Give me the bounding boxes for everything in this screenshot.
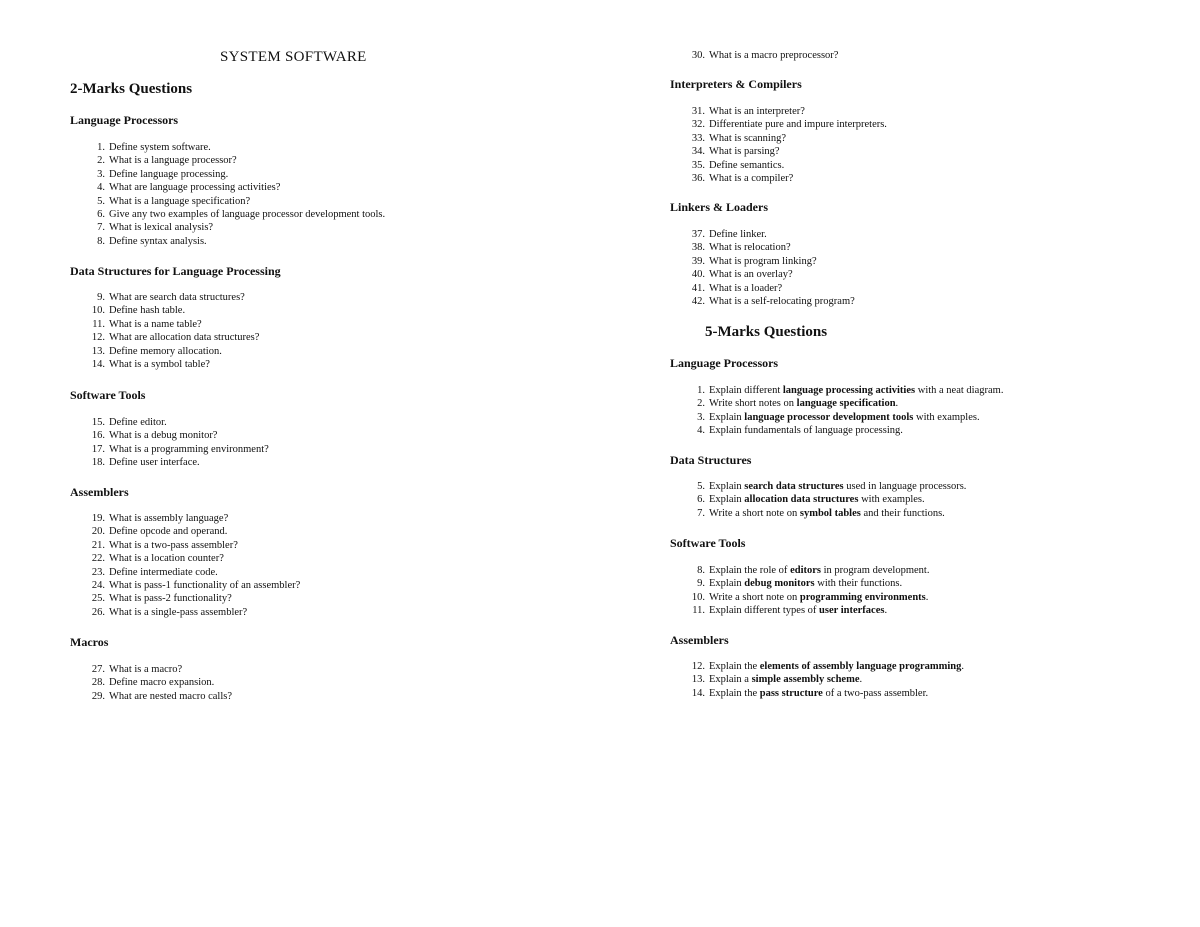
list-item — [670, 507, 966, 520]
list-item — [670, 132, 887, 145]
item-number: 20. — [91, 526, 105, 538]
item-number: 8. — [97, 235, 105, 247]
item-number: 23. — [91, 566, 105, 578]
item-number: 14. — [691, 687, 705, 699]
item-number: 7. — [97, 222, 105, 234]
item-number: 11. — [692, 605, 705, 617]
list-item — [670, 660, 964, 673]
section-heading-language-processors: Language Processors — [70, 113, 179, 127]
item-number: 10. — [691, 591, 705, 603]
document-title: SYSTEM SOFTWARE — [220, 49, 367, 65]
list-item — [70, 168, 385, 181]
list-item — [70, 345, 259, 358]
item-text: What is a single-pass assembler? — [109, 606, 248, 618]
list-item — [670, 424, 1003, 437]
list-item — [70, 154, 385, 167]
list-item — [670, 268, 855, 281]
list-item — [70, 331, 259, 344]
list-item — [670, 687, 964, 700]
item-text: Explain allocation data structures with examples. — [709, 494, 925, 506]
five-marks-heading: 5-Marks Questions — [705, 324, 828, 340]
list-item — [670, 411, 1003, 424]
section-heading-interpreters-compilers: Interpreters & Compilers — [670, 77, 802, 91]
list-item — [670, 384, 1003, 397]
list-item — [70, 676, 232, 689]
list-item — [670, 49, 838, 62]
list-item — [670, 577, 929, 590]
list-item — [70, 552, 300, 565]
item-text: Define hash table. — [109, 305, 186, 317]
item-number: 39. — [691, 255, 705, 267]
item-text: What is a language processor? — [109, 155, 237, 167]
section-heading-linkers-loaders: Linkers & Loaders — [670, 200, 769, 214]
section-heading-macros: Macros — [70, 635, 109, 649]
item-number: 11. — [92, 318, 105, 330]
list-item — [70, 318, 259, 331]
question-list-data-structures-lp — [70, 291, 259, 371]
section-heading-data-structures-lp: Data Structures for Language Processing — [70, 264, 281, 278]
question-list-linkers-loaders — [670, 228, 855, 308]
item-number: 13. — [691, 674, 705, 686]
item-number: 2. — [697, 398, 705, 410]
item-text: What is an overlay? — [709, 269, 793, 281]
list-item — [70, 443, 269, 456]
question-list-software-tools — [70, 416, 269, 470]
item-text: What is parsing? — [709, 146, 780, 158]
item-number: 40. — [691, 269, 705, 281]
item-text: What is lexical analysis? — [109, 222, 214, 234]
list-item — [670, 241, 855, 254]
item-number: 18. — [91, 457, 105, 469]
list-item — [70, 456, 269, 469]
item-number: 30. — [691, 50, 705, 61]
item-text: What is pass-2 functionality? — [109, 593, 232, 605]
list-item — [70, 690, 232, 703]
item-text: What are search data structures? — [109, 292, 245, 303]
list-item — [670, 295, 855, 308]
item-number: 35. — [691, 159, 705, 171]
item-text: What is a location counter? — [109, 553, 224, 565]
item-text: Differentiate pure and impure interpreters. — [709, 119, 887, 131]
list-item — [670, 282, 855, 295]
item-text: What is a macro preprocessor? — [709, 50, 839, 61]
list-item — [70, 208, 385, 221]
item-number: 9. — [97, 292, 105, 303]
item-number: 27. — [91, 664, 105, 675]
list-item — [70, 304, 259, 317]
list-item — [670, 172, 887, 185]
question-list-macros — [70, 663, 232, 703]
item-number: 5. — [697, 481, 705, 492]
item-number: 14. — [91, 359, 105, 371]
question-list-5m-assemblers — [670, 660, 964, 700]
two-marks-heading: 2-Marks Questions — [70, 81, 193, 97]
list-item — [670, 255, 855, 268]
list-item — [70, 141, 385, 154]
list-item — [670, 105, 887, 118]
item-text: What are allocation data structures? — [109, 332, 260, 344]
item-text: What is an interpreter? — [709, 106, 805, 117]
item-number: 3. — [97, 168, 105, 180]
list-item — [670, 564, 929, 577]
item-number: 13. — [91, 345, 105, 357]
list-item — [70, 539, 300, 552]
item-text: What is a two-pass assembler? — [109, 539, 238, 551]
item-text: What is scanning? — [709, 132, 786, 144]
list-item — [670, 228, 855, 241]
list-item — [70, 592, 300, 605]
list-item — [70, 525, 300, 538]
list-item — [670, 145, 887, 158]
item-number: 36. — [691, 173, 705, 185]
item-number: 21. — [91, 539, 105, 551]
section-heading-5m-assemblers: Assemblers — [670, 633, 729, 647]
item-number: 42. — [691, 296, 705, 308]
item-number: 16. — [91, 430, 105, 442]
item-text: Explain different language processing activities with a neat diagram. — [709, 385, 1004, 396]
item-text: Explain the role of editors in program development. — [709, 565, 930, 576]
item-text: Define system software. — [109, 142, 211, 153]
item-number: 2. — [97, 155, 105, 167]
item-number: 32. — [691, 119, 705, 131]
section-heading-5m-software-tools: Software Tools — [670, 536, 746, 550]
list-item — [670, 673, 964, 686]
item-text: Write a short note on programming environments. — [709, 591, 929, 603]
list-item — [670, 591, 929, 604]
item-number: 4. — [97, 182, 105, 194]
item-text: What is a symbol table? — [109, 359, 210, 371]
item-text: Define opcode and operand. — [109, 526, 228, 538]
item-text: Define macro expansion. — [109, 677, 215, 689]
list-item — [70, 429, 269, 442]
item-text: What is assembly language? — [109, 513, 229, 524]
item-text: Define memory allocation. — [109, 345, 222, 357]
list-item — [70, 181, 385, 194]
item-text: What is a language specification? — [109, 195, 251, 207]
item-text: Give any two examples of language processor development tools. — [109, 209, 386, 221]
item-number: 15. — [91, 417, 105, 428]
item-text: What is program linking? — [709, 255, 817, 267]
item-text: Define linker. — [709, 229, 767, 240]
item-number: 22. — [91, 553, 105, 565]
item-number: 41. — [691, 282, 705, 294]
item-number: 10. — [91, 305, 105, 317]
list-item — [70, 512, 300, 525]
section-heading-5m-data-structures: Data Structures — [670, 453, 752, 467]
list-item — [70, 663, 232, 676]
list-item — [70, 195, 385, 208]
list-item — [70, 221, 385, 234]
item-number: 34. — [691, 146, 705, 158]
item-number: 8. — [697, 565, 705, 576]
item-text: What is a self-relocating program? — [709, 296, 855, 308]
item-number: 1. — [97, 142, 105, 153]
question-list-macros-continued — [670, 49, 838, 62]
question-list-interpreters-compilers — [670, 105, 887, 185]
question-list-5m-language-processors — [670, 384, 1003, 438]
item-number: 19. — [91, 513, 105, 524]
item-text: Explain the elements of assembly language programming. — [709, 661, 965, 672]
item-text: Define language processing. — [109, 168, 229, 180]
list-item — [670, 397, 1003, 410]
item-text: What is a compiler? — [709, 173, 794, 185]
list-item — [670, 493, 966, 506]
item-text: What is a programming environment? — [109, 443, 269, 455]
list-item — [70, 416, 269, 429]
item-number: 31. — [691, 106, 705, 117]
item-number: 1. — [697, 385, 705, 396]
item-text: Explain search data structures used in language processors. — [709, 481, 967, 492]
item-number: 6. — [697, 494, 705, 506]
list-item — [70, 235, 385, 248]
item-number: 7. — [697, 507, 705, 519]
item-number: 24. — [91, 580, 105, 592]
section-heading-software-tools: Software Tools — [70, 388, 146, 402]
item-number: 9. — [697, 578, 705, 590]
item-text: Explain language processor development tools with examples. — [709, 411, 980, 423]
item-number: 33. — [691, 132, 705, 144]
item-number: 12. — [691, 661, 705, 672]
item-text: What are nested macro calls? — [109, 690, 233, 702]
item-text: Define semantics. — [709, 159, 785, 171]
question-list-5m-data-structures — [670, 480, 966, 520]
list-item — [70, 579, 300, 592]
item-text: Explain debug monitors with their functions. — [709, 578, 903, 590]
section-heading-assemblers: Assemblers — [70, 485, 129, 499]
item-text: What is pass-1 functionality of an assembler? — [109, 580, 301, 592]
item-text: What is a loader? — [709, 282, 783, 294]
item-number: 28. — [91, 677, 105, 689]
item-text: What are language processing activities? — [109, 182, 281, 194]
question-list-assemblers — [70, 512, 300, 619]
item-number: 3. — [697, 411, 705, 423]
item-text: Define editor. — [109, 417, 167, 428]
question-list-5m-software-tools — [670, 564, 929, 618]
list-item — [70, 606, 300, 619]
list-item — [670, 118, 887, 131]
list-item — [70, 566, 300, 579]
list-item — [70, 358, 259, 371]
item-number: 4. — [697, 425, 705, 437]
item-text: What is a name table? — [109, 318, 202, 330]
list-item — [670, 604, 929, 617]
item-number: 12. — [91, 332, 105, 344]
item-text: Define syntax analysis. — [109, 235, 207, 247]
item-number: 26. — [91, 606, 105, 618]
item-text: Explain the pass structure of a two-pass assembler. — [709, 687, 929, 699]
item-number: 37. — [691, 229, 705, 240]
item-text: Explain different types of user interfaces. — [709, 605, 888, 617]
item-text: Explain fundamentals of language processing. — [709, 425, 903, 437]
item-text: Define user interface. — [109, 457, 200, 469]
item-number: 6. — [97, 209, 105, 221]
question-list-language-processors — [70, 141, 385, 248]
item-text: Explain a simple assembly scheme. — [709, 674, 863, 686]
list-item — [670, 480, 966, 493]
item-text: Write short notes on language specification. — [709, 398, 899, 410]
item-text: What is relocation? — [709, 242, 791, 254]
item-text: What is a debug monitor? — [109, 430, 218, 442]
list-item — [670, 159, 887, 172]
item-number: 38. — [691, 242, 705, 254]
item-number: 29. — [91, 690, 105, 702]
list-item — [70, 291, 259, 304]
item-number: 25. — [91, 593, 105, 605]
section-heading-5m-language-processors: Language Processors — [670, 356, 779, 370]
item-number: 17. — [91, 443, 105, 455]
item-text: What is a macro? — [109, 664, 183, 675]
item-text: Write a short note on symbol tables and their functions. — [709, 507, 945, 519]
item-number: 5. — [97, 195, 105, 207]
item-text: Define intermediate code. — [109, 566, 218, 578]
